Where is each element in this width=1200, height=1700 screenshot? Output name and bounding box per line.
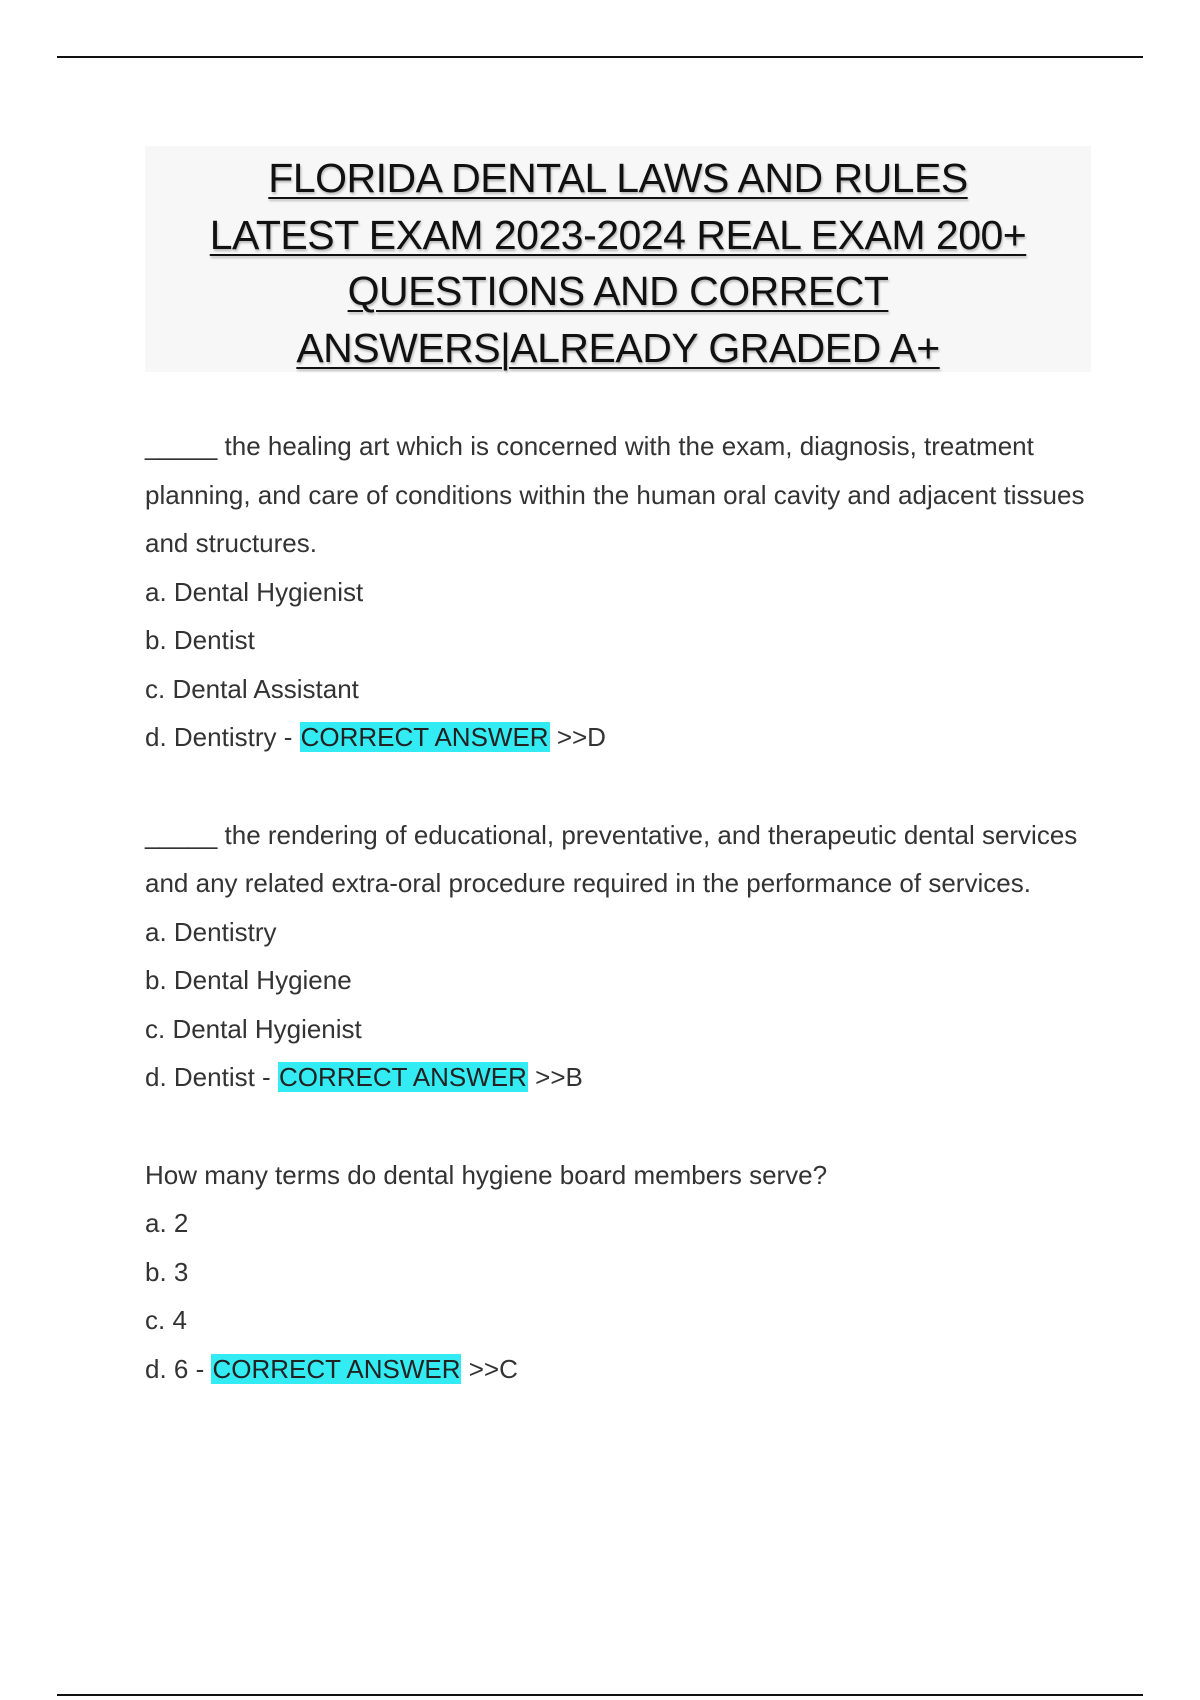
correct-answer-highlight: CORRECT ANSWER [212,1353,461,1384]
title-line: ANSWERS|ALREADY GRADED A+ [296,324,940,371]
title-line: LATEST EXAM 2023-2024 REAL EXAM 200+ [209,211,1027,258]
question-text: How many terms do dental hygiene board members serve? [145,1159,828,1190]
option-c: c. 4 [145,1305,187,1335]
option-b: b. Dentist [145,625,255,655]
bottom-rule [57,1694,1143,1696]
option-b: b. 3 [145,1256,189,1287]
option-d [145,1345,1095,1394]
option-d [145,1053,1095,1102]
correct-answer-highlight: CORRECT ANSWER [278,1062,527,1092]
question-1 [145,422,1095,762]
answer-value: >>C [461,1353,518,1384]
option-a: a. 2 [145,1208,189,1238]
option-c: c. Dental Assistant [145,673,359,704]
answer-value: >>B [527,1062,583,1092]
answer-value: >>D [549,722,606,752]
title-line: QUESTIONS AND CORRECT [347,268,889,314]
option-a: a. Dentistry [145,916,277,947]
option-d-text: d. Dentist - [145,1062,278,1092]
question-list [145,422,1095,1393]
correct-answer-highlight: CORRECT ANSWER [300,722,549,752]
question-text: _____ the healing art which is concerned with the exam, diagnosis, treatment planning, and care of conditions within the human oral cavity and adjacent tissues and structures. [145,431,1085,558]
option-d-text: d. Dentistry - [145,722,300,752]
question-2 [145,811,1095,1102]
option-d [145,713,1095,762]
question-text: _____ the rendering of educational, preventative, and therapeutic dental services and any related extra-oral procedure required in the performance of services. [145,819,1078,898]
top-rule [57,56,1143,58]
option-a: a. Dental Hygienist [145,576,364,607]
question-3 [145,1151,1095,1394]
option-b: b. Dental Hygiene [145,965,352,995]
document-title [145,146,1091,372]
option-d-text: d. 6 - [145,1353,212,1384]
option-c: c. Dental Hygienist [145,1013,362,1044]
title-line: FLORIDA DENTAL LAWS AND RULES [268,155,968,201]
